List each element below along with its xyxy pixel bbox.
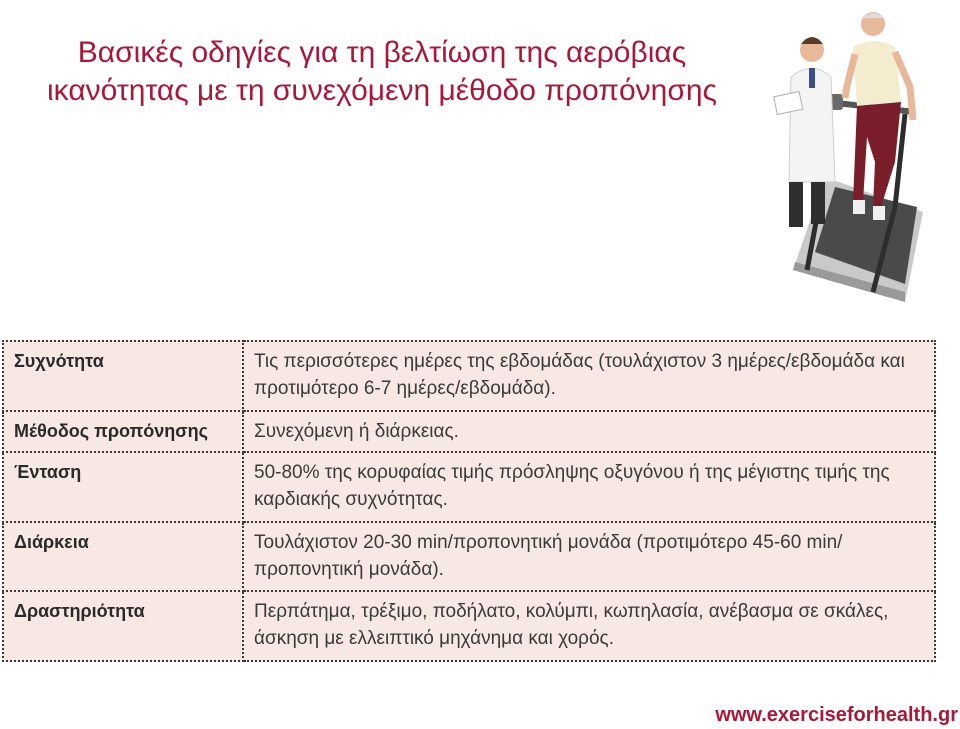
doctor-and-patient-on-treadmill-image xyxy=(755,2,960,307)
row-text: 50-80% της κορυφαίας τιμής πρόσληψης οξυγόνου ή της μέγιστης τιμής της καρδιακής συχνότητας. xyxy=(243,452,935,522)
guidelines-table xyxy=(2,340,936,662)
row-label: Ένταση xyxy=(3,452,243,522)
row-label: Διάρκεια xyxy=(3,522,243,592)
table-row xyxy=(3,452,935,522)
row-label: Μέθοδος προπόνησης xyxy=(3,411,243,452)
row-text: Τις περισσότερες ημέρες της εβδομάδας (τουλάχιστον 3 ημέρες/εβδομάδα και προτιμότερο 6-7 ημέρες/εβδομάδα). xyxy=(243,341,935,411)
table-row xyxy=(3,411,935,452)
row-text: Περπάτημα, τρέξιμο, ποδήλατο, κολύμπι, κωπηλασία, ανέβασμα σε σκάλες, άσκηση με ελλειπτικό μηχάνημα και χορός. xyxy=(243,591,935,661)
table-row xyxy=(3,522,935,592)
website-url[interactable]: www.exerciseforhealth.gr xyxy=(715,704,958,726)
page-title-line-2: ικανότητας με τη συνεχόμενη μέθοδο προπόνησης xyxy=(47,74,717,107)
page-title xyxy=(12,34,752,110)
page-title-line-1: Βασικές οδηγίες για τη βελτίωση της αερόβιας xyxy=(77,36,687,69)
row-label: Δραστηριότητα xyxy=(3,591,243,661)
row-text: Τουλάχιστον 20-30 min/προπονητική μονάδα (προτιμότερο 45-60 min/ προπονητική μονάδα). xyxy=(243,522,935,592)
row-label: Συχνότητα xyxy=(3,341,243,411)
table-row xyxy=(3,341,935,411)
table-row xyxy=(3,591,935,661)
row-text: Συνεχόμενη ή διάρκειας. xyxy=(243,411,935,452)
